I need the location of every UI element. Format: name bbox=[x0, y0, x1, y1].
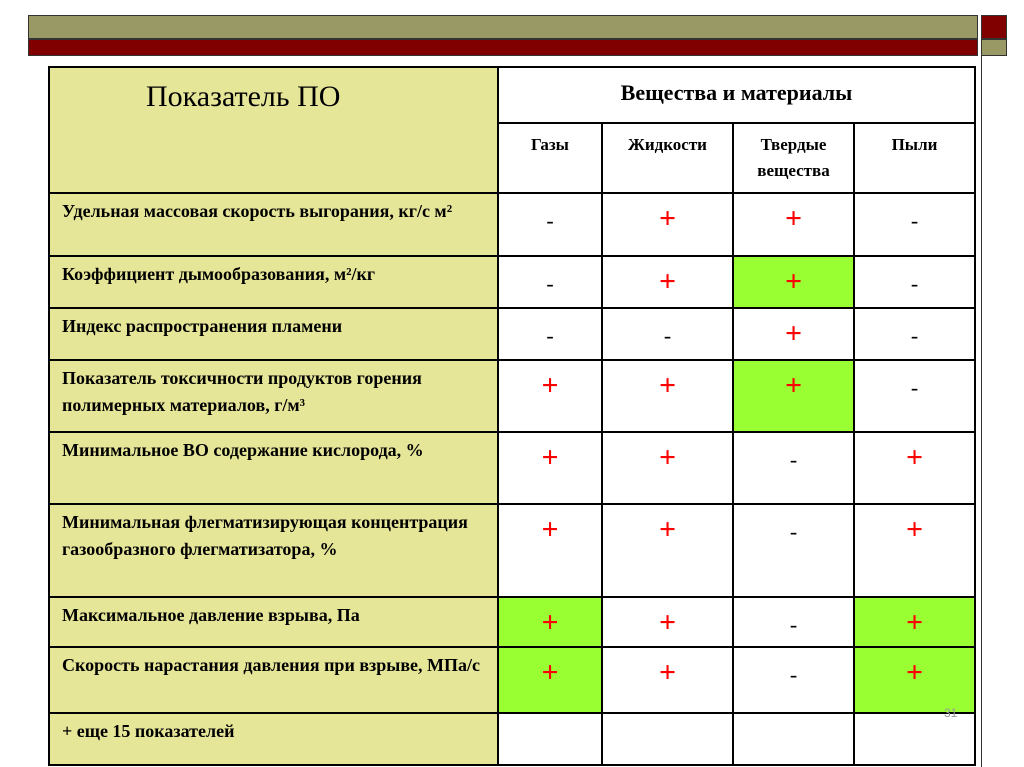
header-col-liquids: Жидкости bbox=[602, 123, 733, 193]
value-cell: + bbox=[733, 193, 854, 256]
value-cell: + bbox=[602, 193, 733, 256]
row-label: Скорость нарастания давления при взрыве, МПа/с bbox=[49, 647, 498, 713]
value-cell: - bbox=[498, 193, 602, 256]
value-cell: + bbox=[498, 504, 602, 597]
value-cell: - bbox=[854, 256, 975, 308]
row-label: Максимальное давление взрыва, Па bbox=[49, 597, 498, 647]
table-row bbox=[49, 597, 975, 647]
table-row bbox=[49, 256, 975, 308]
value-cell: + bbox=[602, 360, 733, 432]
value-cell: - bbox=[854, 308, 975, 360]
slide-number: 31 bbox=[944, 706, 958, 720]
right-divider-line bbox=[981, 56, 982, 767]
table-row bbox=[49, 308, 975, 360]
value-cell: - bbox=[733, 647, 854, 713]
table-row bbox=[49, 647, 975, 713]
value-cell: + bbox=[733, 256, 854, 308]
value-cell: - bbox=[602, 308, 733, 360]
header-col-dusts: Пыли bbox=[854, 123, 975, 193]
value-cell: + bbox=[854, 432, 975, 504]
value-cell: - bbox=[733, 432, 854, 504]
value-cell: + bbox=[733, 360, 854, 432]
row-label: + еще 15 показателей bbox=[49, 713, 498, 765]
row-label: Показатель токсичности продуктов горения полимерных материалов, г/м³ bbox=[49, 360, 498, 432]
value-cell bbox=[733, 713, 854, 765]
value-cell: - bbox=[498, 308, 602, 360]
value-cell: + bbox=[498, 597, 602, 647]
value-cell bbox=[602, 713, 733, 765]
value-cell: + bbox=[498, 432, 602, 504]
value-cell bbox=[854, 713, 975, 765]
value-cell: - bbox=[498, 256, 602, 308]
table-row bbox=[49, 504, 975, 597]
header-col-solids: Твердые вещества bbox=[733, 123, 854, 193]
value-cell: + bbox=[498, 360, 602, 432]
row-label: Минимальное ВО содержание кислорода, % bbox=[49, 432, 498, 504]
value-cell: + bbox=[854, 597, 975, 647]
value-cell: + bbox=[602, 597, 733, 647]
table-row bbox=[49, 193, 975, 256]
header-col-gases: Газы bbox=[498, 123, 602, 193]
header-indicator: Показатель ПО bbox=[49, 67, 498, 193]
value-cell: - bbox=[854, 360, 975, 432]
value-cell bbox=[498, 713, 602, 765]
properties-table bbox=[48, 66, 976, 766]
corner-square-maroon bbox=[981, 15, 1007, 39]
row-label: Коэффициент дымообразования, м²/кг bbox=[49, 256, 498, 308]
value-cell: + bbox=[602, 432, 733, 504]
row-label: Индекс распространения пламени bbox=[49, 308, 498, 360]
table-row bbox=[49, 360, 975, 432]
value-cell: - bbox=[733, 504, 854, 597]
value-cell: + bbox=[498, 647, 602, 713]
header-group: Вещества и материалы bbox=[498, 67, 975, 123]
row-label: Минимальная флегматизирующая концентрация газообразного флегматизатора, % bbox=[49, 504, 498, 597]
value-cell: + bbox=[602, 504, 733, 597]
row-label: Удельная массовая скорость выгорания, кг/с м² bbox=[49, 193, 498, 256]
corner-square-olive bbox=[981, 39, 1007, 56]
table-row bbox=[49, 432, 975, 504]
value-cell: + bbox=[854, 647, 975, 713]
title-bar-maroon bbox=[28, 39, 978, 56]
value-cell: + bbox=[854, 504, 975, 597]
title-bar-olive bbox=[28, 15, 978, 39]
value-cell: - bbox=[733, 597, 854, 647]
value-cell: + bbox=[733, 308, 854, 360]
value-cell: + bbox=[602, 256, 733, 308]
table-row bbox=[49, 713, 975, 765]
value-cell: + bbox=[602, 647, 733, 713]
value-cell: - bbox=[854, 193, 975, 256]
